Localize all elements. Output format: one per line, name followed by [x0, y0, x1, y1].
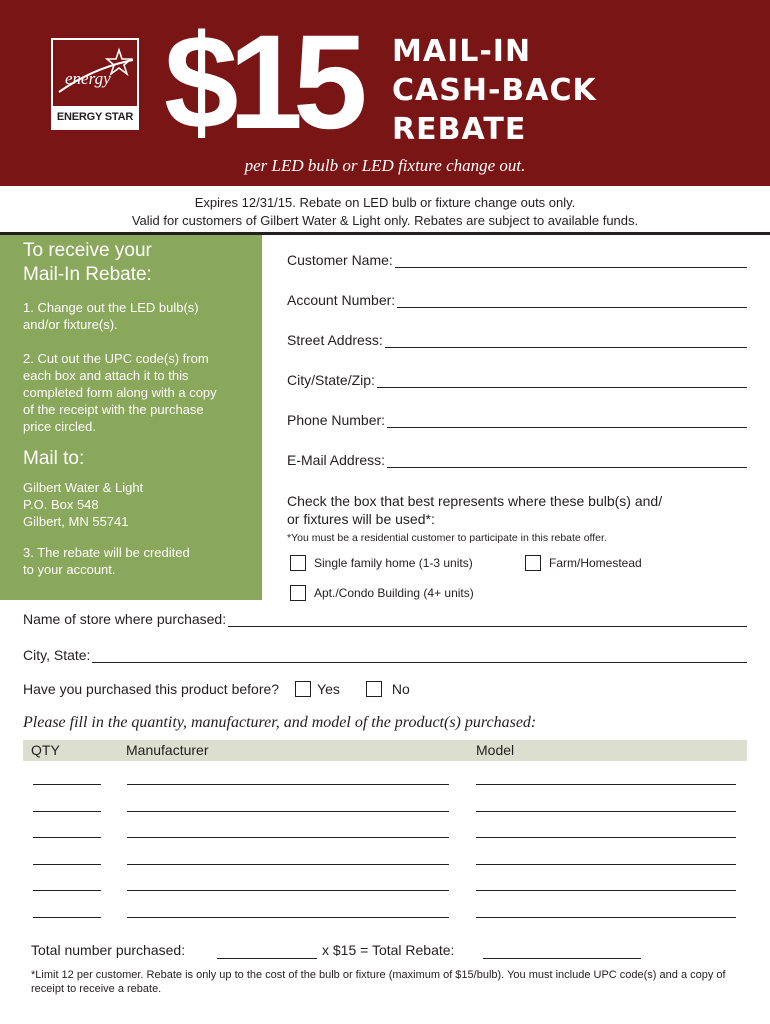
email-address-label: E-Mail Address: — [287, 452, 386, 468]
account-number-label: Account Number: — [287, 292, 396, 308]
step-3-line-2: to your account. — [23, 562, 116, 577]
email-address-input[interactable] — [387, 452, 747, 468]
phone-number-label: Phone Number: — [287, 412, 386, 428]
receive-title-2: Mail-In Rebate: — [23, 264, 152, 285]
step-2-line-5: price circled. — [23, 419, 96, 434]
address-line-1: Gilbert Water & Light — [23, 480, 144, 495]
store-name-field[interactable] — [23, 611, 747, 627]
qty-entry-line[interactable] — [33, 864, 101, 865]
phone-number-field[interactable] — [287, 412, 747, 428]
model-entry-line[interactable] — [476, 837, 736, 838]
qty-column-header: QTY — [31, 742, 60, 758]
city-state-field[interactable] — [23, 647, 747, 663]
step-2-line-2: each box and attach it to this — [23, 368, 189, 383]
single-family-checkbox[interactable] — [290, 555, 306, 571]
qty-entry-line[interactable] — [33, 811, 101, 812]
usage-prompt-line-1: Check the box that best represents where these bulb(s) and/ — [287, 493, 663, 509]
account-number-input[interactable] — [397, 292, 747, 308]
apartment-checkbox[interactable] — [290, 585, 306, 601]
mail-to-title: Mail to: — [23, 448, 85, 469]
option-single-family[interactable] — [290, 555, 473, 571]
farm-checkbox[interactable] — [525, 555, 541, 571]
single-family-label: Single family home (1-3 units) — [314, 556, 473, 570]
step-1-line-1: 1. Change out the LED bulb(s) — [23, 300, 199, 315]
no-label: No — [391, 681, 410, 697]
farm-label: Farm/Homestead — [549, 556, 642, 570]
total-rebate-label: x $15 = Total Rebate: — [322, 942, 455, 958]
product-table-header — [23, 740, 747, 761]
manufacturer-entry-line[interactable] — [127, 784, 449, 785]
manufacturer-entry-line[interactable] — [127, 890, 449, 891]
address-line-3: Gilbert, MN 55741 — [23, 514, 129, 529]
residential-note: *You must be a residential customer to participate in this rebate offer. — [287, 532, 607, 544]
customer-name-field[interactable] — [287, 252, 747, 268]
manufacturer-column-header: Manufacturer — [126, 742, 209, 758]
purchased-before-row — [23, 681, 410, 697]
model-entry-line[interactable] — [476, 864, 736, 865]
street-address-input[interactable] — [385, 332, 747, 348]
city-state-input[interactable] — [92, 647, 747, 663]
usage-prompt — [287, 492, 662, 528]
street-address-field[interactable] — [287, 332, 747, 348]
svg-text:energy: energy — [65, 69, 111, 88]
city-state-label: City, State: — [23, 647, 91, 663]
instructions-panel — [0, 235, 262, 600]
city-state-zip-field[interactable] — [287, 372, 747, 388]
model-column-header: Model — [476, 742, 515, 758]
usage-prompt-line-2: or fixtures will be used*: — [287, 511, 435, 527]
purchased-before-label: Have you purchased this product before? — [23, 681, 280, 697]
rebate-headline — [392, 32, 597, 149]
manufacturer-entry-line[interactable] — [127, 917, 449, 918]
qty-entry-line[interactable] — [33, 917, 101, 918]
receive-title-1: To receive your — [23, 240, 152, 261]
yes-checkbox[interactable] — [295, 681, 311, 697]
model-entry-line[interactable] — [476, 890, 736, 891]
manufacturer-entry-line[interactable] — [127, 811, 449, 812]
address-line-2: P.O. Box 548 — [23, 497, 99, 512]
qty-entry-line[interactable] — [33, 837, 101, 838]
total-rebate-input[interactable] — [483, 958, 641, 959]
step-3-line-1: 3. The rebate will be credited — [23, 545, 190, 560]
city-state-zip-input[interactable] — [377, 372, 747, 388]
store-name-input[interactable] — [228, 611, 747, 627]
footnote: *Limit 12 per customer. Rebate is only up to the cost of the bulb or fixture (maximum of $15/bulb). You must include UPC code(s) and a copy of receipt to receive a rebate. — [31, 969, 726, 995]
headline-line-2: CASH-BACK — [392, 73, 597, 108]
customer-name-label: Customer Name: — [287, 252, 393, 268]
no-checkbox[interactable] — [366, 681, 382, 697]
qty-entry-line[interactable] — [33, 784, 101, 785]
energy-star-logo — [51, 38, 139, 130]
rebate-amount: $15 — [164, 8, 358, 157]
account-number-field[interactable] — [287, 292, 747, 308]
expiry-line-2: Valid for customers of Gilbert Water & Light only. Rebates are subject to available funds. — [131, 213, 639, 228]
rebate-header — [0, 0, 770, 186]
customer-name-input[interactable] — [395, 252, 747, 268]
energy-star-label: ENERGY STAR — [53, 106, 137, 128]
qty-entry-line[interactable] — [33, 890, 101, 891]
email-address-field[interactable] — [287, 452, 747, 468]
model-entry-line[interactable] — [476, 917, 736, 918]
yes-label: Yes — [317, 681, 340, 697]
phone-number-input[interactable] — [387, 412, 747, 428]
expiry-line-1: Expires 12/31/15. Rebate on LED bulb or fixture change outs only. — [194, 195, 576, 210]
step-2-line-3: completed form along with a copy — [23, 385, 217, 400]
store-name-label: Name of store where purchased: — [23, 611, 227, 627]
headline-line-3: REBATE — [392, 112, 527, 147]
step-2-line-1: 2. Cut out the UPC code(s) from — [23, 351, 209, 366]
expiry-notice — [0, 194, 770, 230]
total-purchased-label: Total number purchased: — [31, 942, 186, 958]
headline-line-1: MAIL-IN — [392, 34, 532, 69]
option-farm[interactable] — [525, 555, 642, 571]
step-2-line-4: of the receipt with the purchase — [23, 402, 204, 417]
model-entry-line[interactable] — [476, 784, 736, 785]
manufacturer-entry-line[interactable] — [127, 864, 449, 865]
model-entry-line[interactable] — [476, 811, 736, 812]
rebate-tagline: per LED bulb or LED fixture change out. — [244, 156, 526, 175]
manufacturer-entry-line[interactable] — [127, 837, 449, 838]
step-1-line-2: and/or fixture(s). — [23, 317, 118, 332]
option-apartment[interactable] — [290, 585, 474, 601]
street-address-label: Street Address: — [287, 332, 383, 348]
product-instructions: Please fill in the quantity, manufacturer, and model of the product(s) purchased: — [23, 714, 537, 731]
energy-star-icon — [53, 40, 137, 106]
apartment-label: Apt./Condo Building (4+ units) — [314, 586, 474, 600]
city-state-zip-label: City/State/Zip: — [287, 372, 375, 388]
total-purchased-input[interactable] — [217, 958, 317, 959]
